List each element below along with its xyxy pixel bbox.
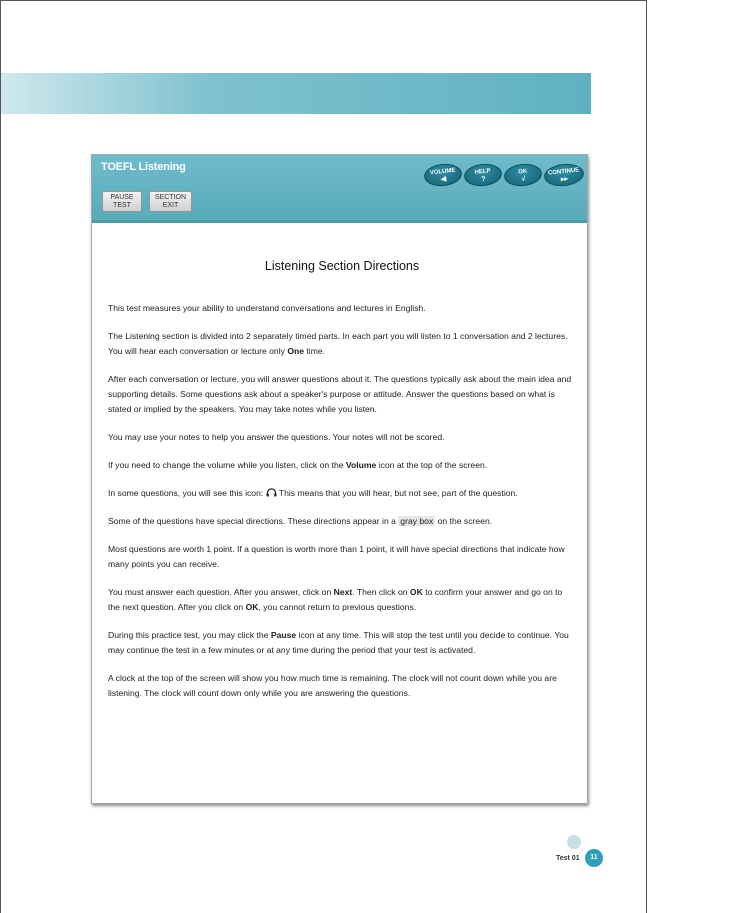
help-label: HELP — [474, 168, 491, 176]
test-window — [91, 154, 588, 804]
paragraph-9: You must answer each question. After you answer, click on Next. Then click on OK to confirm your answer and go on to the next question. After you click on OK, you cannot return to previous questions. — [108, 587, 563, 612]
volume-label: VOLUME — [429, 167, 456, 177]
paragraph-6: In some questions, you will see this icon: This means that you will hear, but not see, part of the question. — [108, 488, 518, 498]
pause-test-button[interactable] — [102, 191, 142, 212]
exit-label-2: EXIT — [162, 202, 179, 209]
section-exit-button[interactable] — [149, 191, 192, 212]
paragraph-2: The Listening section is divided into 2 separately timed parts. In each part you will listen to 1 conversation and 2 lectures. You will hear each conversation or lecture only One time. — [108, 331, 568, 356]
paragraph-10: During this practice test, you may click the Pause icon at any time. This will stop the test until you decide to continue. You may continue the test in a few minutes or at any time during the period that your test is activated. — [108, 630, 569, 655]
paragraph-11: A clock at the top of the screen will show you how much time is remaining. The clock will not count down while you are listening. The clock will count down only while you are answering the questions. — [108, 673, 557, 698]
paragraph-4: You may use your notes to help you answer the questions. Your notes will not be scored. — [108, 432, 445, 442]
paragraph-3: After each conversation or lecture, you will answer questions about it. The questions typically ask about the main idea and supporting details. Some questions ask about a speaker's purpose or attitude. Answer the questions based on what is stated or implied by the speakers. You may take notes while you listen. — [108, 374, 572, 414]
header-banner — [1, 73, 591, 114]
paragraph-8: Most questions are worth 1 point. If a question is worth more than 1 point, it will have special directions that indicate how many points you can receive. — [108, 544, 565, 569]
directions-content — [108, 231, 576, 714]
fast-forward-icon: ▸▸ — [560, 175, 569, 184]
toolbar — [92, 155, 587, 223]
page-title: Listening Section Directions — [264, 259, 420, 273]
question-icon: ? — [480, 175, 486, 184]
speaker-icon: ◀ — [440, 175, 447, 184]
ok-label: OK — [517, 168, 528, 176]
pause-label-2: TEST — [113, 202, 131, 209]
volume-button[interactable] — [423, 162, 463, 188]
paragraph-7: Some of the questions have special directions. These directions appear in a gray box on the screen. — [108, 516, 493, 526]
page-number-badge: 11 — [585, 849, 603, 867]
paragraph-5: If you need to change the volume while you listen, click on the Volume icon at the top of the screen. — [108, 460, 488, 470]
ok-button[interactable] — [503, 162, 543, 188]
window-title: TOEFL Listening — [101, 161, 186, 173]
pause-label-1: PAUSE — [110, 194, 134, 201]
exit-label-1: SECTION — [154, 194, 187, 201]
continue-button[interactable] — [543, 162, 585, 188]
continue-label: CONTINUE — [547, 167, 580, 177]
paragraph-1: This test measures your ability to understand conversations and lectures in English. — [108, 303, 426, 313]
help-button[interactable] — [463, 162, 503, 188]
check-icon: √ — [521, 175, 526, 184]
headphones-icon — [266, 488, 277, 497]
gray-box-sample: gray box — [400, 516, 434, 526]
footer-decoration — [567, 835, 581, 849]
footer-test-label: Test 01 — [556, 855, 580, 862]
